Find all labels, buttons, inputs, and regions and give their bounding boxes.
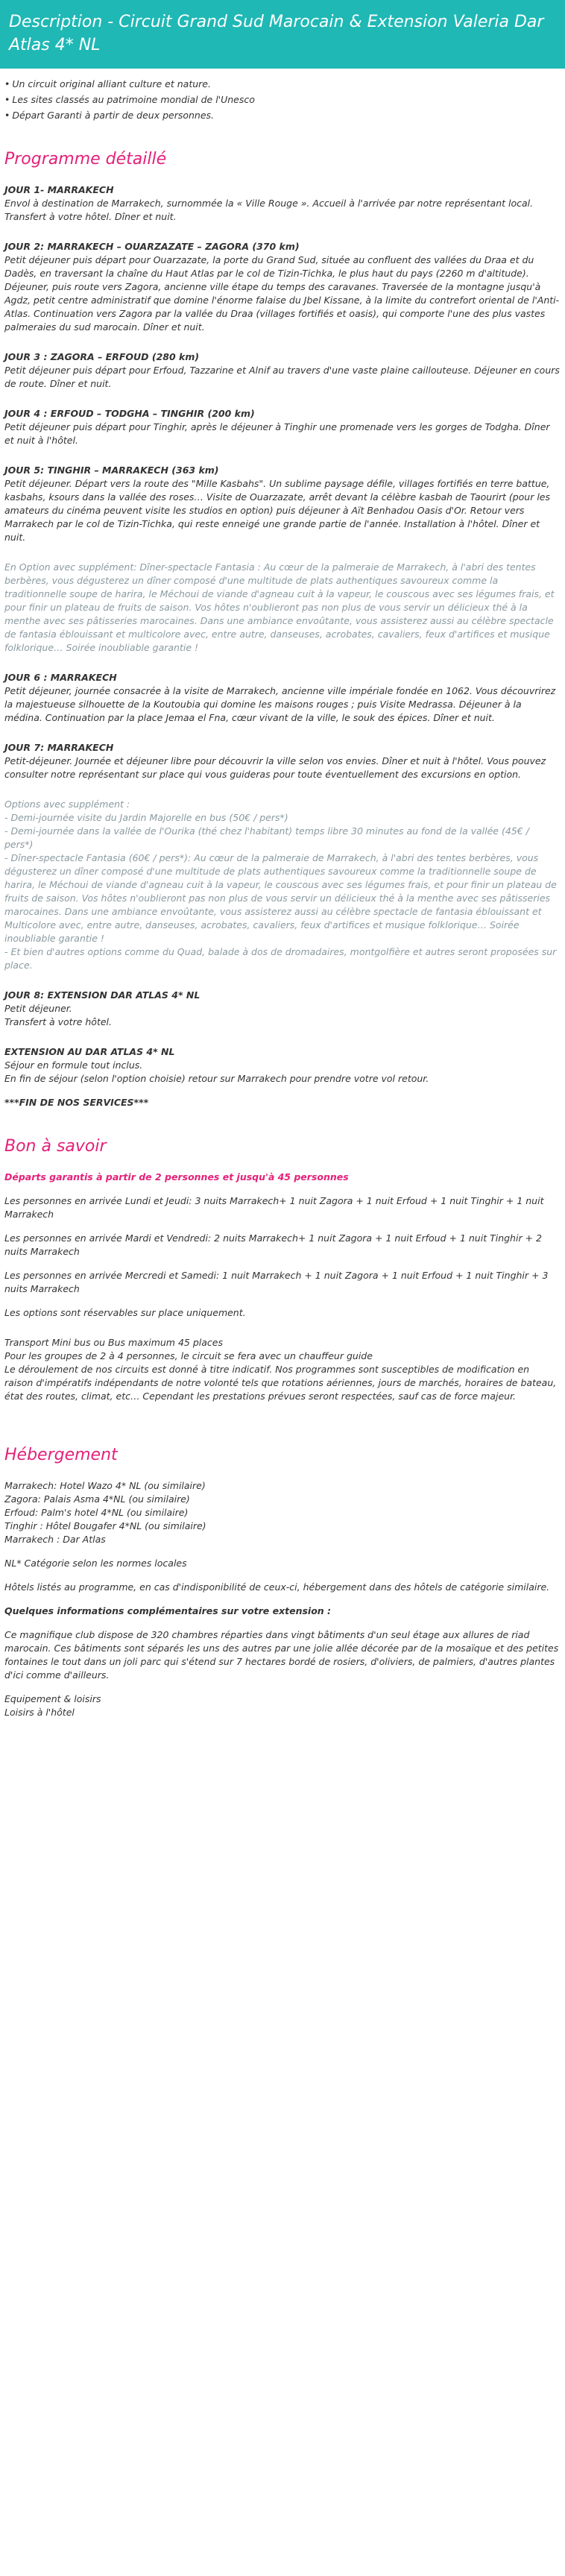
day-text: Petit déjeuner puis départ pour Erfoud, Tazzarine et Alnif au travers d'une vaste plaine caillouteuse. Déjeuner en cours de route. Dîner et nuit.: [4, 365, 560, 389]
transport-line: Transport Mini bus ou Bus maximum 45 places: [4, 1337, 223, 1348]
highlight-item: • Les sites classés au patrimoine mondial de l'Unesco: [4, 94, 255, 105]
equipment-line: Equipement & loisirs: [4, 1693, 101, 1704]
transport-info: [4, 1336, 561, 1403]
option-item: - Et bien d'autres options comme du Quad, balade à dos de dromadaires, montgolfière et autres seront proposées sur place.: [4, 946, 557, 971]
options-heading: Options avec supplément :: [4, 799, 130, 810]
hotel-item: Tinghir : Hôtel Bougafer 4*NL (ou similaire): [4, 1520, 206, 1531]
day-7: [4, 741, 561, 781]
hotel-item: Zagora: Palais Asma 4*NL (ou similaire): [4, 1493, 190, 1505]
good-to-know-heading: Bon à savoir: [4, 1137, 107, 1156]
day-line: Petit déjeuner.: [4, 1003, 72, 1014]
equipment-leisure: [4, 1692, 561, 1719]
highlight-item: • Un circuit original alliant culture et nature.: [4, 78, 211, 89]
highlights-list: [4, 78, 561, 122]
day-8: [4, 989, 561, 1029]
equipment-line: Loisirs à l'hôtel: [4, 1707, 75, 1718]
option-item: - Demi-journée dans la vallée de l'Ourika (thé chez l'habitant) temps libre 30 minutes au fond de la vallée (45€ / pers*): [4, 825, 529, 850]
hotel-item: Marrakech : Dar Atlas: [4, 1534, 106, 1545]
day-title: JOUR 7: MARRAKECH: [4, 742, 114, 753]
lodging-heading: Hébergement: [4, 1446, 118, 1464]
departure-line: Les personnes en arrivée Mardi et Vendredi: 2 nuits Marrakech+ 1 nuit Zagora + 1 nuit Erfoud + 1 nuit Tinghir + 2 nuits Marrakech: [4, 1232, 542, 1257]
guaranteed-departures: Départs garantis à partir de 2 personnes et jusqu'à 45 personnes: [4, 1171, 349, 1182]
extension-info-heading: Quelques informations complémentaires sur votre extension :: [4, 1605, 332, 1616]
day-2: [4, 240, 561, 334]
day-title: JOUR 2: MARRAKECH – OUARZAZATE – ZAGORA (370 km): [4, 241, 300, 252]
hotel-item: Marrakech: Hotel Wazo 4* NL (ou similaire): [4, 1480, 206, 1491]
end-of-services: ***FIN DE NOS SERVICES***: [4, 1097, 149, 1108]
day-title: JOUR 1- MARRAKECH: [4, 184, 114, 195]
option-item: - Dîner-spectacle Fantasia (60€ / pers*): Au cœur de la palmeraie de Marrakech, à l'abri des tentes berbères, vous dégusterez un dîner composé d'une multitude de plats authentiques savoureux comme la traditionnelle soupe de harira, le Méchoui de viande d'agneau cuit à la vapeur, le couscous avec ses légumes frais, et pour finir un plateau de fruits de saison. Vos hôtes n'oublieront pas non plus de vous servir un délicieux thé à la menthe avec ses pâtisseries marocaines. Dans une ambiance envoûtante, vous assisterez aussi au célèbre spectacle de fantasia éblouissant et Multicolore avec, entre autre, danseuses, acrobates, cavaliers, feux d'artifices et musique folklorique… Soirée inoubliable garantie !: [4, 852, 557, 944]
day-title: JOUR 3 : ZAGORA – ERFOUD (280 km): [4, 351, 200, 362]
day-text: Petit déjeuner puis départ pour Tinghir, après le déjeuner à Tinghir une promenade vers les gorges de Todgha. Dîner et nuit à l'hôtel.: [4, 421, 550, 446]
day-text: Envol à destination de Marrakech, surnommée la « Ville Rouge ». Accueil à l'arrivée par notre représentant local. Transfert à votre hôtel. Dîner et nuit.: [4, 198, 534, 222]
page-title: Description - Circuit Grand Sud Marocain & Extension Valeria Dar Atlas 4* NL: [0, 0, 565, 69]
day-title: JOUR 5: TINGHIR – MARRAKECH (363 km): [4, 465, 219, 476]
day-1: [4, 183, 561, 224]
day-text: Petit déjeuner, journée consacrée à la visite de Marrakech, ancienne ville impériale fondée en 1062. Vous découvrirez la majestueuse silhouette de la Koutoubia qui domine les maisons rouges ; puis Visite Medrassa. Déjeuner à la médina. Continuation par la place Jemaa el Fna, cœur vivant de la ville, le souk des épices. Dîner et nuit.: [4, 685, 556, 723]
departure-line: Les personnes en arrivée Lundi et Jeudi: 3 nuits Marrakech+ 1 nuit Zagora + 1 nuit Erfoud + 1 nuit Tinghir + 1 nuit Marrakech: [4, 1195, 544, 1220]
extension-line: En fin de séjour (selon l'option choisie) retour sur Marrakech pour prendre votre vol retour.: [4, 1073, 429, 1084]
day-title: JOUR 8: EXTENSION DAR ATLAS 4* NL: [4, 989, 201, 1001]
extension-title: EXTENSION AU DAR ATLAS 4* NL: [4, 1046, 175, 1057]
transport-line: Le déroulement de nos circuits est donné à titre indicatif. Nos programmes sont susceptibles de modification en raison d'impératifs indépendants de notre volonté tels que rotations aériennes, jours de marchés, horaires de bateau, état des routes, climat, etc… Cependant les prestations prévues seront respectées, sauf cas de force majeur.: [4, 1364, 557, 1402]
nl-note: NL* Catégorie selon les normes locales: [4, 1558, 187, 1569]
transport-line: Pour les groupes de 2 à 4 personnes, le circuit se fera avec un chauffeur guide: [4, 1350, 373, 1361]
options-list: [4, 798, 561, 972]
day-5: [4, 464, 561, 544]
hotel-item: Erfoud: Palm's hotel 4*NL (ou similaire): [4, 1507, 189, 1518]
club-description: Ce magnifique club dispose de 320 chambres réparties dans vingt bâtiments d'un seul étage aux allures de riad marocain. Ces bâtiments sont séparés les uns des autres par une jolie allée décorée par de la mosaïque et des petites fontaines le tout dans un joli parc qui s'étend sur 7 hectares bordé de rosiers, d'oliviers, de palmiers, d'autres plantes d'ici comme d'ailleurs.: [4, 1629, 559, 1681]
day-3: [4, 350, 561, 391]
day-line: Transfert à votre hôtel.: [4, 1016, 112, 1027]
fantasia-option: [4, 561, 561, 655]
departure-line: Les personnes en arrivée Mercredi et Samedi: 1 nuit Marrakech + 1 nuit Zagora + 1 nuit Erfoud + 1 nuit Tinghir + 3 nuits Marrakech: [4, 1270, 549, 1294]
option-text: En Option avec supplément: Dîner-spectacle Fantasia : Au cœur de la palmeraie de Marrakech, à l'abri des tentes berbères, vous dégusterez un dîner composé d'une multitude de plats authentiques savoureux comme la traditionnelle soupe de harira, le Méchoui de viande d'agneau cuit à la vapeur, le couscous avec ses légumes frais, et pour finir un plateau de fruits de saison. Vos hôtes n'oublieront pas non plus de vous servir un délicieux thé à la menthe avec ses pâtisseries marocaines. Dans une ambiance envoûtante, vous assisterez aussi au célèbre spectacle de fantasia éblouissant et multicolore avec, entre autre, danseuses, acrobates, cavaliers, feux d'artifices et musique folklorique… Soirée inoubliable garantie !: [4, 561, 555, 653]
day-text: Petit-déjeuner. Journée et déjeuner libre pour découvrir la ville selon vos envies. Dîner et nuit à l'hôtel. Vous pouvez consulter notre représentant sur place qui vous guideras pour toute éventuellement des excursions en option.: [4, 755, 546, 780]
program-heading: Programme détaillé: [4, 150, 167, 169]
day-title: JOUR 6 : MARRAKECH: [4, 672, 117, 683]
day-6: [4, 671, 561, 725]
extension-line: Séjour en formule tout inclus.: [4, 1059, 143, 1071]
day-text: Petit déjeuner. Départ vers la route des "Mille Kasbahs". Un sublime paysage défile, villages fortifiés en terre battue, kasbahs, ksours dans la vallée des roses… Visite de Ouarzazate, arrêt devant la célèbre kasbah de Taourirt (pour les amateurs du cinéma peuvent visite les studios en option) puis déjeuner à Aït Benhadou Oasis d'Or. Retour vers Marrakech par le col de Tizin-Tichka, qui reste enneigé une grande partie de l'année. Installation à l'hôtel. Dîner et nuit.: [4, 478, 551, 543]
day-title: JOUR 4 : ERFOUD – TODGHA – TINGHIR (200 km): [4, 408, 255, 419]
day-text: Petit déjeuner puis départ pour Ouarzazate, la porte du Grand Sud, située au confluent des vallées du Draa et du Dadès, en traversant la chaîne du Haut Atlas par le col de Tizin-Tichka, le plus haut du pays (2260 m d'altitude). Déjeuner, puis route vers Zagora, ancienne ville étape du temps des caravanes. Traversée de la montagne jusqu'à Agdz, petit centre administratif que domine l'énorme falaise du Jbel Kissane, à la limite du contrefort oriental de l'Anti-Atlas. Continuation vers Zagora par la vallée du Draa (villages fortifiés et oasis), qui comporte l'une des plus vastes palmeraies du sud marocain. Dîner et nuit.: [4, 254, 560, 333]
extension-block: [4, 1045, 561, 1109]
highlight-item: • Départ Garanti à partir de deux personnes.: [4, 110, 215, 121]
hotel-list: [4, 1479, 561, 1546]
option-item: - Demi-journée visite du Jardin Majorelle en bus (50€ / pers*): [4, 812, 288, 823]
day-4: [4, 407, 561, 447]
listed-hotels-note: Hôtels listés au programme, en cas d'indisponibilité de ceux-ci, hébergement dans des hôtels de catégorie similaire.: [4, 1581, 550, 1593]
options-note: Les options sont réservables sur place uniquement.: [4, 1307, 246, 1318]
